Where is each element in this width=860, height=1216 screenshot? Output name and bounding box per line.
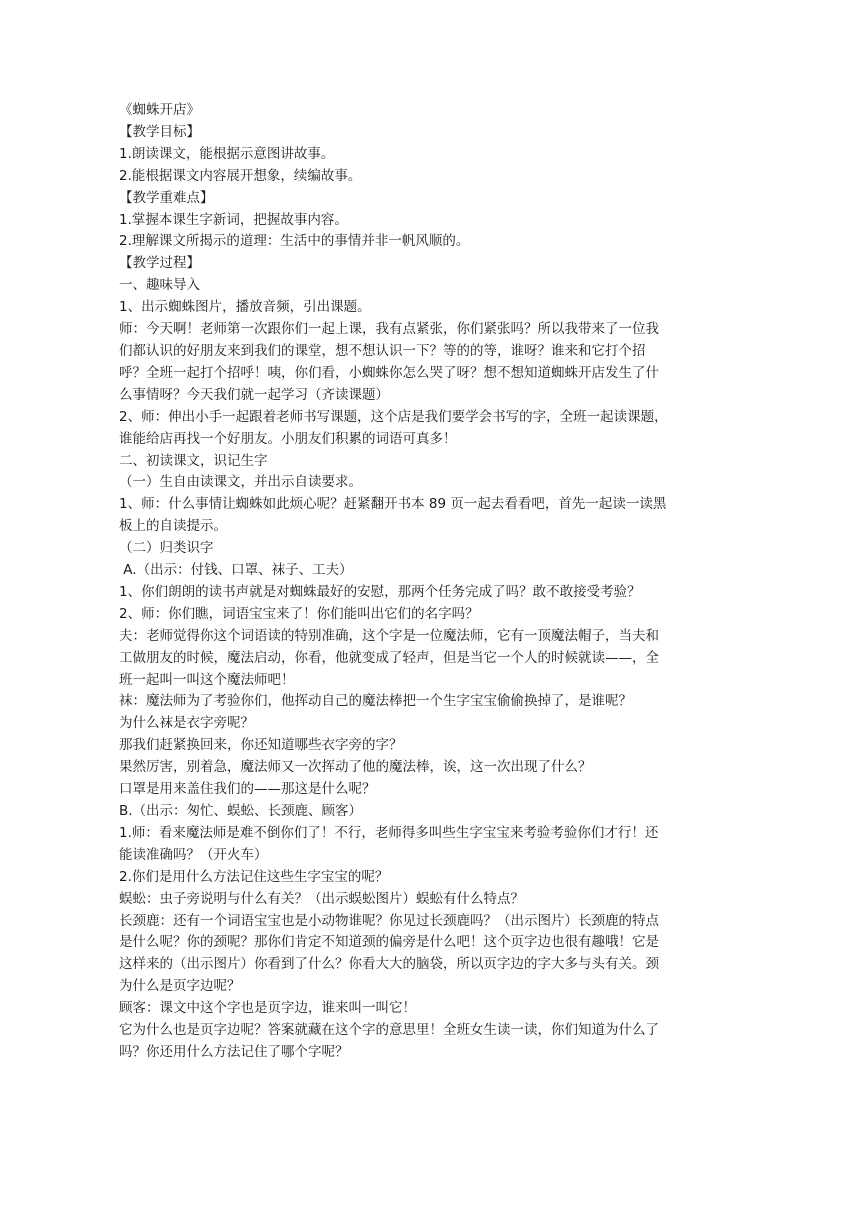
document-page bbox=[119, 100, 739, 1064]
key-point-item: 2.理解课文所揭示的道理：生活中的事情并非一帆风顺的。 bbox=[119, 233, 470, 250]
text-line: 为什么是页字边呢？ bbox=[119, 978, 241, 995]
section-heading-goals: 【教学目标】 bbox=[119, 123, 200, 140]
text-line: （一）生自由读课文，并出示自读要求。 bbox=[119, 474, 362, 491]
text-line: 长颈鹿：还有一个词语宝宝也是小动物谁呢？你见过长颈鹿吗？（出示图片）长颈鹿的特点 bbox=[119, 912, 659, 929]
text-line: 口罩是用来盖住我们的——那这是什么呢？ bbox=[119, 781, 376, 798]
text-line: 那我们赶紧换回来，你还知道哪些衣字旁的字？ bbox=[119, 737, 403, 754]
text-line: A.（出示：付钱、口罩、袜子、工夫） bbox=[119, 562, 353, 579]
goal-item: 2.能根据课文内容展开想象，续编故事。 bbox=[119, 167, 362, 184]
text-line: 工做朋友的时候，魔法启动，你看，他就变成了轻声，但是当它一个人的时候就读——，全 bbox=[119, 649, 659, 666]
text-line: 1、出示蜘蛛图片，播放音频，引出课题。 bbox=[119, 299, 371, 316]
text-line: 1、师：什么事情让蜘蛛如此烦心呢？赶紧翻开书本 89 页一起去看看吧，首先一起读一读黑 bbox=[119, 496, 667, 513]
document-title: 《蜘蛛开店》 bbox=[119, 102, 200, 118]
text-line: 吗？你还用什么方法记住了哪个字呢？ bbox=[119, 1043, 349, 1060]
text-line: 板上的自读提示。 bbox=[119, 518, 227, 535]
text-line: 班一起叫一叫这个魔法师吧！ bbox=[119, 671, 295, 688]
text-line: 为什么袜是衣字旁呢？ bbox=[119, 715, 254, 732]
text-line: 蜈蚣：虫子旁说明与什么有关？（出示蜈蚣图片）蜈蚣有什么特点？ bbox=[119, 890, 524, 907]
text-line: 1.师：看来魔法师是难不倒你们了！不行，老师得多叫些生字宝宝来考验考验你们才行！还 bbox=[119, 824, 659, 841]
text-line: 师：今天啊！老师第一次跟你们一起上课，我有点紧张，你们紧张吗？所以我带来了一位我 bbox=[119, 321, 659, 338]
step-heading-first-reading: 二、初读课文，识记生字 bbox=[119, 452, 268, 469]
text-line: 能读准确吗？（开火车） bbox=[119, 846, 268, 863]
text-line: 2.你们是用什么方法记住这些生字宝宝的呢？ bbox=[119, 868, 389, 885]
step-heading-intro: 一、趣味导入 bbox=[119, 277, 200, 294]
text-line: （二）归类识字 bbox=[119, 540, 214, 557]
text-line: 们都认识的好朋友来到我们的课堂，想不想认识一下？等的的等，谁呀？谁来和它打个招 bbox=[119, 342, 646, 359]
text-line: 它为什么也是页字边呢？答案就藏在这个字的意思里！全班女生读一读，你们知道为什么了 bbox=[119, 1022, 659, 1039]
text-line: 这样来的（出示图片）你看到了什么？你看大大的脑袋，所以页字边的字大多与头有关。颈 bbox=[119, 956, 659, 973]
text-line: 是什么呢？你的颈呢？那你们肯定不知道颈的偏旁是什么吧！这个页字边也很有趣哦！它是 bbox=[119, 934, 659, 951]
text-line: 呼？全班一起打个招呼！咦，你们看，小蜘蛛你怎么哭了呀？想不想知道蜘蛛开店发生了什 bbox=[119, 364, 659, 381]
text-line: 顾客：课文中这个字也是页字边，谁来叫一叫它！ bbox=[119, 1000, 416, 1017]
section-heading-process: 【教学过程】 bbox=[119, 255, 200, 272]
goal-item: 1.朗读课文，能根据示意图讲故事。 bbox=[119, 145, 335, 162]
text-line: 谁能给店再找一个好朋友。小朋友们积累的词语可真多！ bbox=[119, 430, 457, 447]
text-line: 2、师：你们瞧，词语宝宝来了！你们能叫出它们的名字吗？ bbox=[119, 605, 479, 622]
text-line: 夫：老师觉得你这个词语读的特别准确，这个字是一位魔法师，它有一顶魔法帽子，当夫和 bbox=[119, 627, 659, 644]
text-line: 2、师：伸出小手一起跟着老师书写课题，这个店是我们要学会书写的字，全班一起读课题， bbox=[119, 408, 668, 425]
text-line: 1、你们朗朗的读书声就是对蜘蛛最好的安慰，那两个任务完成了吗？敢不敢接受考验？ bbox=[119, 583, 641, 600]
section-heading-key-points: 【教学重难点】 bbox=[119, 189, 214, 206]
text-line: 果然厉害，别着急，魔法师又一次挥动了他的魔法棒，诶，这一次出现了什么？ bbox=[119, 759, 592, 776]
text-line: B.（出示：匆忙、蜈蚣、长颈鹿、顾客） bbox=[119, 803, 363, 819]
key-point-item: 1.掌握本课生字新词，把握故事内容。 bbox=[119, 211, 348, 228]
text-line: 么事情呀？今天我们就一起学习（齐读课题） bbox=[119, 386, 389, 403]
text-line: 袜：魔法师为了考验你们，他挥动自己的魔法棒把一个生字宝宝偷偷换掉了，是谁呢？ bbox=[119, 693, 632, 710]
